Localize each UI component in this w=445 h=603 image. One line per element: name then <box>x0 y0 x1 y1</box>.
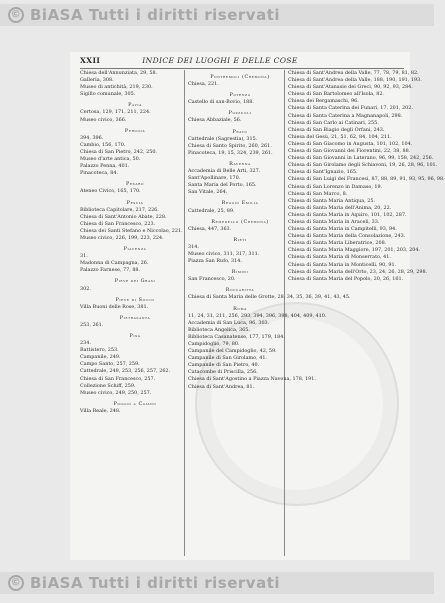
index-entry: 11, 24, 31, 211, 256, 293, 394, 396, 398, 404, 409, 410. <box>188 312 327 319</box>
index-entry: Certosa, 129, 171, 211, 224. <box>80 109 151 116</box>
index-entry: Museo civico, 226, 199, 223, 224. <box>80 234 164 241</box>
index-entry: Catacombe di Priscilla, 256. <box>188 369 258 376</box>
index-entry: Chiesa di San Giovanni in Laterano, 96, 99, 158, 242, 256. <box>288 155 434 162</box>
index-entry: Villa Buoni delle Rose, 381. <box>80 303 149 310</box>
watermark-banner-bottom <box>0 572 434 594</box>
index-entry: Chiesa di Sant'Andrea della Valle, 188, 190, 191, 193. <box>288 77 422 84</box>
index-entry: Chiesa di Santa Maria in Araceli, 33. <box>288 218 380 225</box>
index-entry: Biblioteca Casanatense, 177, 179, 184. <box>188 333 285 340</box>
index-heading: Ravenna <box>229 160 251 167</box>
index-entry: Chiesa di Santa Maria in Aquiro, 101, 102, 287. <box>288 211 407 218</box>
index-entry: Chiesa dei Santi Stefano e Niccolao, 221. <box>80 227 183 234</box>
index-entry: Cambio, 156, 170. <box>80 141 126 148</box>
biasa-logo-icon: © <box>8 575 24 591</box>
index-entry: Chiesa di San Pietro, 242, 250. <box>80 148 157 155</box>
header-rule <box>80 68 404 69</box>
index-entry: Chiesa di San Girolamo degli Schiavoni, 19, 26, 28, 96, 101. <box>288 162 438 169</box>
index-entry: Biblioteca Angelica, 365. <box>188 326 250 333</box>
index-entry: Chiesa di San Lorenzo in Damaso, 19. <box>288 183 383 190</box>
index-entry: Chiesa di Santa Maria Maggiore, 197, 201, 203, 204. <box>288 247 420 254</box>
index-column-1 <box>80 70 190 415</box>
index-entry: Campidoglio, 79, 80. <box>188 341 240 347</box>
index-heading: Potenza <box>229 92 251 99</box>
index-entry: Villa Reale, 248. <box>80 407 121 414</box>
index-heading: Poggio a Caiano <box>113 400 157 407</box>
index-heading: Pieve di Socco <box>115 296 155 303</box>
index-entry: Chiesa, 447, 363. <box>188 225 232 232</box>
index-entry: 314. <box>188 243 199 250</box>
index-entry: Santa Maria del Porto, 165. <box>188 182 257 189</box>
index-entry: Chiesa di Santa Maria delle Grotte, 28, 34, 35, 36, 39, 41, 43, 45. <box>188 294 351 301</box>
index-entry: Chiesa di San Biagio degli Orfani, 243. <box>288 126 385 133</box>
index-heading: Pesaro <box>125 181 145 188</box>
index-entry: Pinacoteca, 84. <box>80 170 119 177</box>
index-heading: Rimini <box>231 269 249 276</box>
index-entry: Chiesa di Santa Maria di Monserrato, 41. <box>288 254 391 261</box>
index-entry: Chiesa di Santa Caterina a Magnanapoli, 298. <box>288 112 403 119</box>
index-heading: Pieve dei Grasi <box>114 278 156 285</box>
index-entry: Chiesa di San Marco, 8. <box>288 190 348 197</box>
index-entry: Piazza San Rufo, 314. <box>188 258 242 265</box>
index-entry: Chiesa di Santa Maria del Popolo, 20, 26, 161. <box>288 275 404 282</box>
index-entry: Chiesa di San Luigi dei Francesi, 87, 88, 89, 91, 93, 95, 96, 98. <box>288 176 445 183</box>
watermark-text: BiASA Tutti i diritti riservati <box>30 574 281 592</box>
index-entry: Accademia di Belle Arti, 327. <box>188 168 261 175</box>
page-header <box>80 56 404 65</box>
index-entry: 302. <box>80 285 91 292</box>
index-entry: 253, 261. <box>80 321 104 328</box>
index-entry: Collezione Schiff, 259. <box>80 382 136 389</box>
index-entry: Chiesa di San Giovanni dei Fiorentini, 22, 38, 88. <box>288 148 411 155</box>
index-entry: Biblioteca Capitolare, 217, 226. <box>80 206 159 213</box>
index-entry: Chiesa di Sant'Ignazio, 165. <box>288 169 358 176</box>
page-title: INDICE DEI LUOGHI E DELLE COSE <box>142 56 298 65</box>
index-entry: Chiesa di Santa Maria dell'Anima, 20, 22. <box>288 204 392 211</box>
index-entry: San Francesco, 20. <box>188 276 236 283</box>
index-entry: Cattedrale, 25, 89. <box>188 207 235 214</box>
scanned-page <box>70 52 445 560</box>
index-heading: Piacenza <box>123 246 147 253</box>
index-heading: Pietrasanta <box>119 314 151 321</box>
index-entry: Chiesa di Santo Spirito, 260, 261. <box>188 142 272 149</box>
index-entry: Campanile del Campidoglio, 42, 59. <box>188 348 277 355</box>
index-entry: Chiesa di Sant'Andrea della Valle, 77, 78, 79, 81, 82. <box>288 70 419 76</box>
index-entry: Ateneo Civico, 165, 170. <box>80 188 141 195</box>
index-entry: Campanile di San Girolamo, 41. <box>188 355 267 362</box>
index-entry: Battistero, 253. <box>80 347 119 354</box>
index-entry: Pinacoteca, 19, 15, 324, 239, 261. <box>188 149 273 156</box>
page-number: XXII <box>80 56 101 65</box>
index-heading: Perugia <box>124 127 146 134</box>
index-entry: Chiesa di San Francesco, 257. <box>80 375 156 382</box>
index-entry: Chiesa dell'Annunziata, 29, 58. <box>80 70 158 76</box>
index-heading: Remedello (Cremona) <box>211 218 269 225</box>
index-heading: Prato <box>232 128 248 135</box>
index-heading: Rieti <box>233 236 247 243</box>
index-entry: 234. <box>80 340 91 347</box>
watermark-text: BiASA Tutti i diritti riservati <box>30 6 281 24</box>
index-entry: Museo civico, 311, 317, 311. <box>188 250 260 257</box>
index-entry: Campo Santo, 257, 259. <box>80 361 140 368</box>
index-entry: Chiesa di Sant'Antonio Abate, 228. <box>80 213 167 220</box>
index-entry: Palazzo Penna, 401. <box>80 163 130 170</box>
index-entry: Chiesa di Sant'Agostino a Piazza Navona, 178, 191. <box>188 376 316 383</box>
index-entry: Chiesa di San Carlo ai Catinari, 255. <box>288 119 379 126</box>
biasa-logo-icon: © <box>8 7 24 23</box>
index-entry: Museo civico, 249, 250, 257. <box>80 389 152 396</box>
index-entry: Chiesa di San Bartolomeo all'Isola, 82. <box>288 91 384 98</box>
index-entry: Palazzo Farnese, 77, 88. <box>80 267 141 274</box>
index-entry: Museo civico, 366. <box>80 116 127 123</box>
index-heading: Pontremoli (Cremona) <box>210 74 270 80</box>
index-entry: Chiesa del Gesù, 21, 51, 62, 84, 104, 211. <box>288 133 392 140</box>
index-entry: Galleria, 308. <box>80 77 114 84</box>
index-entry: Sigillo comunale, 305. <box>80 91 136 98</box>
index-heading: Roma <box>233 305 247 312</box>
index-entry: 31. <box>80 253 88 260</box>
index-heading: Pisa <box>129 333 141 339</box>
index-entry: Castello di san-Bovio, 188. <box>188 99 254 106</box>
index-entry: Chiesa di Santa Caterina dei Funari, 17, 201, 202. <box>288 105 413 112</box>
index-entry: Chiesa di Santa Maria in Monticelli, 90, 91. <box>288 261 397 268</box>
index-entry: San Vitale, 264. <box>188 189 228 196</box>
index-entry: 394, 396. <box>80 134 104 141</box>
index-heading: Pozzuoli <box>228 110 252 117</box>
index-entry: Chiesa Abbaziale, 56. <box>188 117 242 124</box>
index-entry: Cattedrale, 249, 253, 256, 257, 262. <box>80 368 171 375</box>
index-column-3 <box>288 70 445 283</box>
index-entry: Chiesa di Santa Maria Liberatrice, 208. <box>288 240 387 247</box>
index-entry: Chiesa di Santa Maria in Campitelli, 93, 94. <box>288 226 397 233</box>
index-heading: Pescia <box>126 199 144 206</box>
index-entry: Chiesa dei Bergamaschi, 96. <box>288 98 359 105</box>
index-entry: Sant'Apollinare, 170. <box>188 175 241 182</box>
index-entry: Chiesa di Sant'Andrea, 81. <box>188 383 255 390</box>
index-entry: Chiesa di Sant'Atanasio dei Greci, 90, 92, 93, 284. <box>288 84 413 91</box>
index-entry: Museo d'arte antica, 50. <box>80 156 141 163</box>
index-entry: Accademia di San Luca, 96, 303. <box>188 319 270 326</box>
index-entry: Chiesa di San Giacomo in Augusta, 101, 102, 104. <box>288 140 413 147</box>
index-entry: Chiesa di San Francesco, 223. <box>80 220 156 227</box>
index-entry: Chiesa di Santa Maria dell'Orto, 23, 24, 26, 28, 29, 298. <box>288 268 428 275</box>
watermark-banner-top <box>0 4 434 26</box>
index-heading: Reggio Emilia <box>221 200 259 207</box>
index-entry: Madonna di Campagna, 26. <box>80 260 149 267</box>
index-entry: Campanile di San Pietro, 40. <box>188 362 260 369</box>
index-entry: Museo di antichità, 219, 230. <box>80 84 153 91</box>
index-entry: Chiesa, 221. <box>188 81 219 88</box>
index-heading: Roccaritta <box>225 287 255 294</box>
index-entry: Campanile, 249. <box>80 354 121 361</box>
index-entry: Chiesa di Santa Maria Antiqua, 25. <box>288 197 376 204</box>
index-heading: Pavia <box>128 102 142 109</box>
index-entry: Chiesa di Santa Maria della Consolazione, 243. <box>288 233 406 240</box>
index-entry: Cattedrale (Sagrestia), 315. <box>188 135 258 142</box>
